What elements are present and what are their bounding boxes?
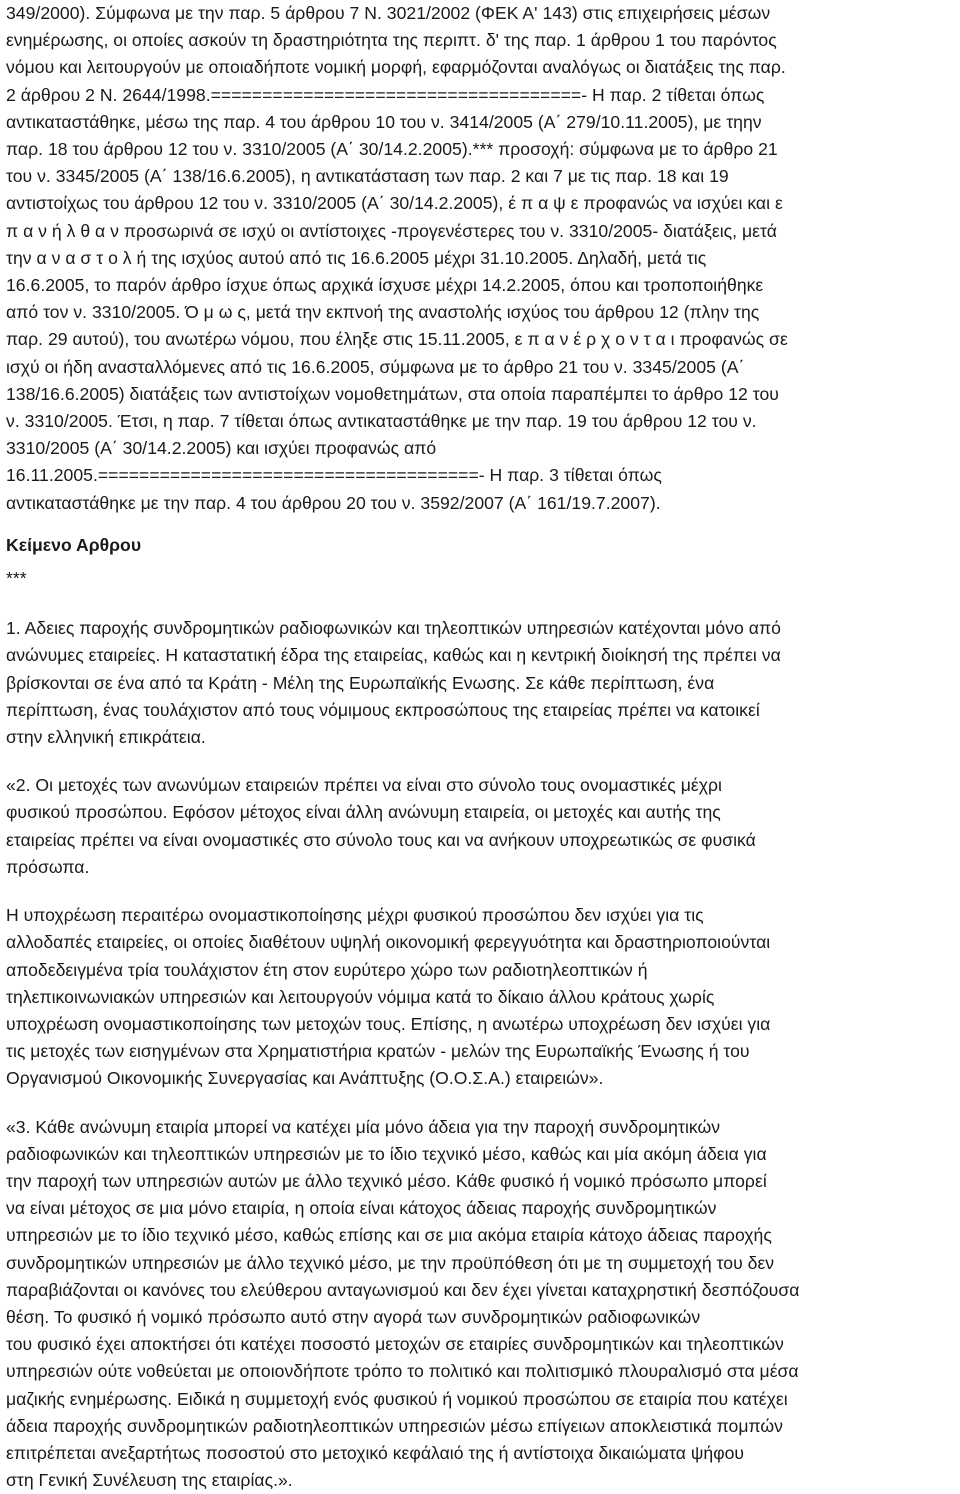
notes-line: 3310/2005 (Α΄ 30/14.2.2005) και ισχύει προφανώς από — [6, 438, 437, 459]
paragraph-line: τις μετοχές των εισηγμένων στα Χρηματιστήρια κρατών - μελών της Ευρωπαϊκής Ένωσης ή του — [6, 1041, 750, 1062]
notes-line: ισχύ οι ήδη ανασταλλόμενες από τις 16.6.2005, σύμφωνα με το άρθρο 21 του ν. 3345/2005 (Α΄ — [6, 356, 745, 377]
paragraph-line: άδεια παροχής συνδρομητικών ραδιοτηλεοπτικών υπηρεσιών μέσω επίγειων αποκλειστικά πομπών — [6, 1415, 783, 1436]
paragraph-line: υποχρέωση ονομαστικοποίησης των μετοχών τους. Επίσης, η ανωτέρω υποχρέωση δεν ισχύει για — [6, 1013, 771, 1034]
paragraph-line: την παροχή των υπηρεσιών αυτών με άλλο τεχνικό μέσο. Κάθε φυσικό ή νομικό πρόσωπο μπορεί — [6, 1170, 767, 1191]
paragraph-line: παραβιάζονται οι κανόνες του ελεύθερου ανταγωνισμού και δεν έχει γίνεται καταχρηστική δεσπόζουσα — [6, 1279, 800, 1300]
notes-line: 16.11.2005.=====================================- Η παρ. 3 τίθεται όπως — [6, 465, 662, 486]
paragraph-line: στην ελληνική επικράτεια. — [6, 727, 206, 748]
notes-line: ενημέρωσης, οι οποίες ασκούν τη δραστηριότητα της περιπτ. δ' της παρ. 1 άρθρου 1 του παρόντος — [6, 30, 777, 51]
paragraph-3 — [6, 1114, 956, 1494]
paragraph-line: υπηρεσιών με το ίδιο τεχνικό μέσο, καθώς επίσης και σε μια ακόμα εταιρία κάτοχο άδειας παροχής — [6, 1225, 772, 1246]
paragraph-line: τηλεπικοινωνιακών υπηρεσιών και λειτουργούν νόμιμα κατά το δίκαιο άλλου κράτους χωρίς — [6, 986, 715, 1007]
document-page — [6, 0, 956, 1494]
article-heading: Κείμενο Αρθρου — [6, 534, 142, 555]
notes-line: αντικαταστάθηκε, μέσω της παρ. 4 του άρθρου 10 του ν. 3414/2005 (Α΄ 279/10.11.2005), με τηην — [6, 111, 762, 132]
paragraph-line: εταιρείας πρέπει να είναι ονομαστικές στο σύνολο τους και να ανήκουν υποχρεωτικώς σε φυσικά — [6, 829, 756, 850]
paragraph-line: «2. Οι μετοχές των ανωνύμων εταιρειών πρέπει να είναι στο σύνολο τους ονομαστικές μέχρι — [6, 775, 722, 796]
paragraph-line: φυσικού προσώπου. Εφόσον μέτοχος είναι άλλη ανώνυμη εταιρεία, οι μετοχές και αυτής της — [6, 802, 721, 823]
paragraph-line: στη Γενική Συνέλευση της εταιρίας.». — [6, 1470, 293, 1491]
notes-line: 138/16.6.2005) διατάξεις των αντιστοίχων νομοθετημάτων, στα οποία παραπέμπει το άρθρο 12 του — [6, 383, 779, 404]
paragraph-line: «3. Κάθε ανώνυμη εταιρία μπορεί να κατέχει μία μόνο άδεια για την παροχή συνδρομητικών — [6, 1116, 721, 1137]
paragraph-line: ανώνυμες εταιρείες. Η καταστατική έδρα της εταιρείας, καθώς και η κεντρική διοίκησή της πρέπει να — [6, 645, 781, 666]
paragraph-line: του φυσικό έχει αποκτήσει ότι κατέχει ποσοστό μετοχών σε εταιρίες συνδρομητικών και τηλεοπτικών — [6, 1334, 784, 1355]
stars-separator: *** — [6, 568, 27, 589]
notes-line: 16.6.2005, το παρόν άρθρο ίσχυε όπως αρχικά ίσχυσε μέχρι 14.2.2005, όπου και τροποποιήθηκε — [6, 275, 764, 296]
notes-line: παρ. 29 αυτού), του ανωτέρω νόμου, που έληξε στις 15.11.2005, ε π α ν έ ρ χ ο ν τ α ι προφανώς σε — [6, 329, 788, 350]
paragraph-line: αλλοδαπές εταιρείες, οι οποίες διαθέτουν υψηλή οικονομική φερεγγυότητα και δραστηριοποιούνται — [6, 932, 771, 953]
paragraph-2-continued — [6, 902, 956, 1092]
amendment-notes — [6, 0, 956, 517]
paragraph-line: να είναι μέτοχος σε μια μόνο εταιρία, η οποία είναι κάτοχος άδειας παροχής συνδρομητικών — [6, 1198, 717, 1219]
paragraph-line: επιτρέπεται ανεξαρτήτως ποσοστού στο μετοχικό κεφάλαιό της ή αντίστοιχα δικαιώματα ψήφου — [6, 1442, 745, 1463]
paragraph-line: βρίσκονται σε ένα από τα Κράτη - Μέλη της Ευρωπαϊκής Ενωσης. Σε κάθε περίπτωση, ένα — [6, 672, 715, 693]
paragraph-line: περίπτωση, ένας τουλάχιστον από τους νόμιμους εκπροσώπους της εταιρείας πρέπει να κατοικεί — [6, 699, 760, 720]
notes-line: ν. 3310/2005. Έτσι, η παρ. 7 τίθεται όπως αντικαταστάθηκε με την παρ. 19 του άρθρου 12 του ν. — [6, 411, 757, 432]
notes-line: νόμου και λειτουργούν με οποιαδήποτε νομική μορφή, εφαρμόζονται αναλόγως οι διατάξεις της παρ. — [6, 57, 786, 78]
notes-line: αντικαταστάθηκε με την παρ. 4 του άρθρου 20 του ν. 3592/2007 (Α΄ 161/19.7.2007). — [6, 492, 661, 513]
paragraph-line: μαζικής ενημέρωσης. Ειδικά η συμμετοχή ενός φυσικού ή νομικού προσώπου σε εταιρία που κατέχει — [6, 1388, 788, 1409]
paragraph-line: πρόσωπα. — [6, 856, 90, 877]
paragraph-line: Η υποχρέωση περαιτέρω ονομαστικοποίησης μέχρι φυσικού προσώπου δεν ισχύει για τις — [6, 905, 704, 926]
notes-line: 349/2000). Σύμφωνα με την παρ. 5 άρθρου 7 Ν. 3021/2002 (ΦΕΚ Α' 143) στις επιχειρήσεις μέσων — [6, 3, 771, 23]
paragraph-line: αποδεδειγμένα τρία τουλάχιστον έτη στον ευρύτερο χώρο των ραδιοτηλεοπτικών ή — [6, 959, 648, 980]
notes-line: αντιστοίχως του άρθρου 12 του ν. 3310/2005 (Α΄ 30/14.2.2005), έ π α ψ ε προφανώς να ισχύει και ε — [6, 193, 783, 214]
paragraph-2 — [6, 772, 956, 881]
notes-line: από τον ν. 3310/2005. Ό μ ω ς, μετά την εκπνοή της αναστολής ισχύος του άρθρου 12 (πλην της — [6, 302, 760, 323]
notes-line: 2 άρθρου 2 Ν. 2644/1998.====================================- Η παρ. 2 τίθεται όπως — [6, 84, 765, 105]
paragraph-line: υπηρεσιών ούτε νοθεύεται με οποιονδήποτε τρόπο το πολιτικό και πολιτισμικό πλουραλισμό στα μέσα — [6, 1361, 799, 1382]
paragraph-line: θέση. Το φυσικό ή νομικό πρόσωπο αυτό στην αγορά των συνδρομητικών ραδιοφωνικών — [6, 1306, 701, 1327]
paragraph-line: 1. Αδειες παροχής συνδρομητικών ραδιοφωνικών και τηλεοπτικών υπηρεσιών κατέχονται μόνο από — [6, 618, 781, 639]
paragraph-line: συνδρομητικών υπηρεσιών με άλλο τεχνικό μέσο, με την προϋπόθεση ότι με τη συμμετοχή του δεν — [6, 1252, 775, 1273]
paragraph-line: ραδιοφωνικών και τηλεοπτικών υπηρεσιών με το ίδιο τεχνικό μέσο, καθώς και μία ακόμη άδεια για — [6, 1143, 767, 1164]
notes-line: την α ν α σ τ ο λ ή της ισχύος αυτού από τις 16.6.2005 μέχρι 31.10.2005. Δηλαδή, μετά τις — [6, 247, 707, 268]
paragraph-1 — [6, 615, 956, 751]
paragraph-line: Οργανισμού Οικονομικής Συνεργασίας και Ανάπτυξης (Ο.Ο.Σ.Α.) εταιρειών». — [6, 1068, 604, 1089]
notes-line: παρ. 18 του άρθρου 12 του ν. 3310/2005 (Α΄ 30/14.2.2005).*** προσοχή: σύμφωνα με το άρθρο 21 — [6, 139, 778, 160]
notes-line: του ν. 3345/2005 (Α΄ 138/16.6.2005), η αντικατάσταση των παρ. 2 και 7 με τις παρ. 18 και 19 — [6, 166, 729, 187]
notes-line: π α ν ή λ θ α ν προσωρινά σε ισχύ οι αντίστοιχες -προγενέστερες του ν. 3310/2005- διατάξεις, μετά — [6, 220, 777, 241]
